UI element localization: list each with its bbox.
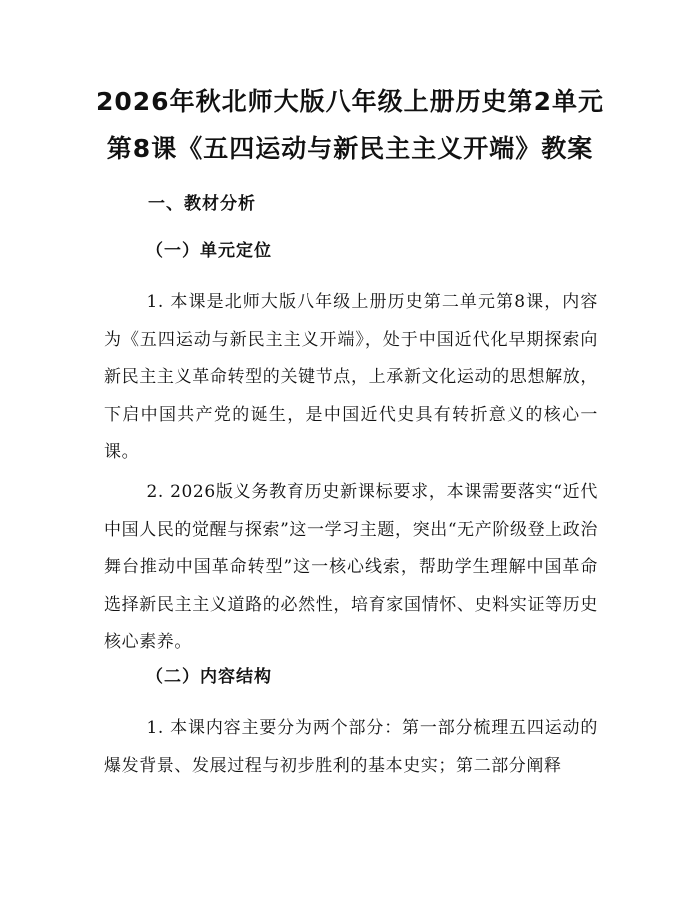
subsection-heading-unit-positioning: （一）单元定位 — [146, 241, 272, 261]
document-title-line-2: 第8课《五四运动与新民主主义开端》教案 — [106, 134, 594, 163]
paragraph-2: 2. 2026版义务教育历史新课标要求，本课需要落实“近代中国人民的觉醒与探索”这一学习主题，突出“无产阶级登上政治舞台推动中国革命转型”这一核心线索，帮助学生理解中国革命选择新民主主义道路的必然性，培育家国情怀、史料实证等历史核心素养。 — [104, 482, 598, 652]
document-title-line-1: 2026年秋北师大版八年级上册历史第2单元 — [96, 87, 604, 116]
paragraph-3: 1. 本课内容主要分为两个部分：第一部分梳理五四运动的爆发背景、发展过程与初步胜利的基本史实；第二部分阐释 — [104, 718, 598, 776]
paragraph-1: 1. 本课是北师大版八年级上册历史第二单元第8课，内容为《五四运动与新民主主义开端》，处于中国近代化早期探索向新民主主义革命转型的关键节点，上承新文化运动的思想解放，下启中国共产党的诞生，是中国近代史具有转折意义的核心一课。 — [104, 292, 598, 462]
section-heading-textbook-analysis: 一、教材分析 — [148, 194, 256, 214]
subsection-heading-content-structure: （二）内容结构 — [146, 667, 272, 687]
